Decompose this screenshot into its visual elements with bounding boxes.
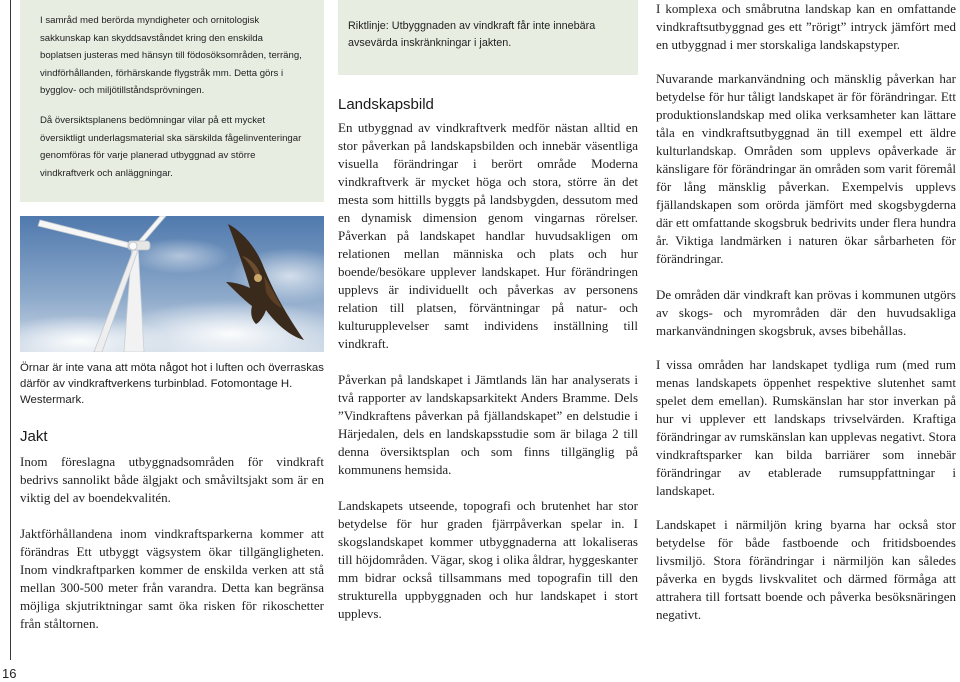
photo-illustration [20,216,324,352]
landskapsbild-paragraph-2: Påverkan på landskapet i Jämtlands län har analyserats i två rapporter av landskapsarkitekt Anders Bramme. Dels ”Vindkraftens påverkan på fjällandskapet” en delstudie i Härjedalen, dels en landskapsstudie som är bilaga 2 till denna översiktsplan och som finns tillgänglig på kommunens hemsida. [338,372,638,477]
jakt-paragraph-2: Jaktförhållandena inom vindkraftsparkerna kommer att förändras Ett utbyggt vägsystem ökar tillgängligheten. Inom vindkraftparken kommer de enskilda verken att stå mellan 300-500 meter från varandra. Detta kan begränsa möjliga skjutriktningar samt öka risken för rikoschetter från ståltornen. [20,526,324,631]
guideline-text: Riktlinje: Utbyggnaden av vindkraft får inte innebära avsevärda inskränkningar i jakten. [348,20,596,49]
eagle-turbine-photo [20,216,324,352]
landskapsbild-section [338,96,638,623]
right-paragraph-4: I vissa områden har landskapet tydliga rum (med rum menas landskapets öppenhet respektive slutenhet samt spelet dem emellan). Rumskänslan har stor inverkan på hur vi upplever ett landskaps trivselvärden. Kraftiga förändringar av rumskänslan kan upplevas negativt. Stora vindkraftsparker kan bilda barriärer som innebär förändringar av etablerade rumsuppfattningar i landskapet. [656,357,956,498]
right-paragraph-1: I komplexa och småbrutna landskap kan en omfattande vindkraftsutbyggnad ges ett ”rörigt” intryck jämfört med en utbyggnad i mer storskaliga landskapstyper. [656,1,956,52]
jakt-section [20,428,324,633]
landskapsbild-paragraph-1: En utbyggnad av vindkraftverk medför nästan alltid en stor påverkan på landskapsbilden och innebär väsentliga visuella förändringar i berört område Moderna vindkraftverk är mycket höga och stora, större än det mesta som hittills byggts på landsbygden, dessutom med en dynamisk dimension genom vingarnas rörelser. Påverkan på landskapet handlar huvudsakligen om relationen mellan människa och plats och hur boende/besökare upplever landskapet. Hur förändringen upplevs är individuellt och påverkas av personens relation till platsen, förväntningar på natur- och kulturupplevelser samt individens inställning till vindkraft. [338,120,638,351]
right-paragraph-5: Landskapet i närmiljön kring byarna har också stor betydelse för både fastboende och fritidsboendes livsmiljö. Stora förändringar i närmiljön kan således påverka en bygds livskvalitet och därmed förmåga att attrahera till fortsatt boende och påverka besöksnäringen negativt. [656,517,956,622]
right-paragraph-2: Nuvarande markanvändning och mänsklig påverkan har betydelse för hur tåligt landskapet är för förändringar. Ett produktionslandskap med olika verksamheter kan lättare tåla en vindkraftsutbyggnad än till exempel ett äldre kulturlandskap. Områden som upplevs opåverkade är känsligare för förändringar än områden som varit föremål för lång mänsklig påverkan. Exempelvis upplevs fjällandskapen som orörda jämfört med skogsbygderna där ett omfattande skogsbruk bedrivits under flera hundra år. Viktiga landmärken i naturen ökar sårbarheten för förändringar. [656,71,956,266]
landskapsbild-paragraph-3: Landskapets utseende, topografi och brutenhet har stor betydelse för hur graden fjärrpåverkan spelar in. I skogslandskapet kommer utbyggnaderna att lokaliseras till höjdområden. Vägar, skog i olika åldrar, hyggeskanter mm bidrar också tillsammans med topografin till den strukturella uppbyggnaden och hur landskapet i stort upplevs. [338,498,638,621]
info-box-paragraph-2: Då översiktsplanens bedömningar vilar på ett mycket översiktligt underlagsmaterial ska särskilda fågelinventeringar genomföras för varje planerad utbyggnad av större vindkraftverk och anläggningar. [40,114,302,179]
landskapsbild-heading: Landskapsbild [338,96,434,113]
right-column [656,0,956,624]
page-number: 16 [2,666,17,681]
jakt-paragraph-1: Inom föreslagna utbyggnadsområden för vindkraft bedrivs sannolikt både älgjakt och småviltsjakt som är en viktig del av boendekvalitén. [20,454,324,505]
ornithology-info-box [20,0,324,202]
info-box-paragraph-1: I samråd med berörda myndigheter och ornitologisk sakkunskap kan skyddsavståndet kring den enskilda boplatsen justeras med hänsyn till födosöksområden, terräng, vindförhållanden, förhärskande flygstråk mm. Detta görs i bygglov- och miljötillståndsprövningen. [40,15,302,97]
guideline-box [338,0,638,75]
photo-caption: Örnar är inte vana att möta något hot i luften och överraskas därför av vindkraftverkens turbinblad. Fotomontage H. Westermark. [20,362,324,406]
right-paragraph-3: De områden där vindkraft kan prövas i kommunen utgörs av skogs- och myrområden där den huvudsakliga markanvändningen skogsbruk, avses bibehållas. [656,287,956,338]
margin-rule [10,0,11,660]
jakt-heading: Jakt [20,428,48,445]
